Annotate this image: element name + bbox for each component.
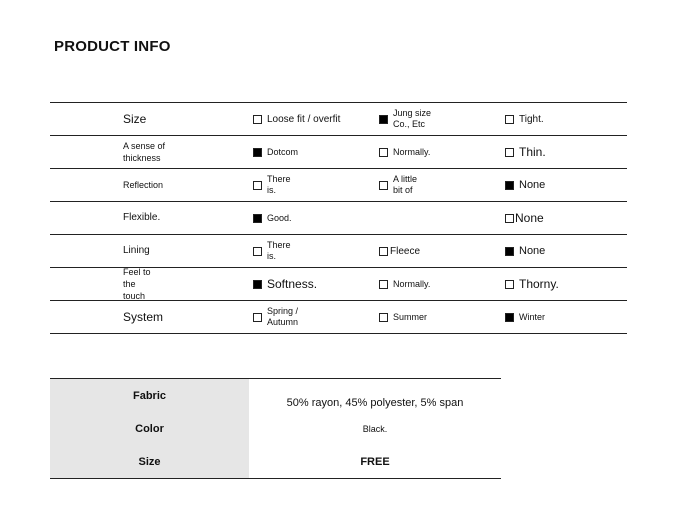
option-label: Softness. [267,276,318,291]
attribute-label: System [123,310,164,324]
option-normally[interactable] [379,268,430,300]
spec-key: Fabric [50,379,249,412]
checkbox-icon[interactable] [505,148,514,157]
option-dotcom[interactable] [253,136,298,168]
attribute-label: A sense of thickness [123,141,166,163]
spec-value: 50% rayon, 45% polyester, 5% span [286,397,464,409]
spec-table [50,378,501,479]
product-attributes-table [50,102,627,334]
option-thorny[interactable] [505,268,559,300]
checkbox-icon[interactable] [505,280,514,289]
option-label: Winter [519,311,546,322]
option-summer[interactable] [379,301,427,333]
checkbox-icon[interactable] [253,181,262,190]
checkbox-icon[interactable] [379,313,388,322]
option-spring-autumn[interactable] [253,301,307,333]
checkbox-icon[interactable] [379,148,388,157]
option-loose-fit[interactable] [253,103,340,135]
checkbox-icon[interactable] [253,313,262,322]
checkbox-icon[interactable] [379,280,388,289]
option-label: None [519,244,546,257]
checked-box-icon[interactable] [253,214,262,223]
attribute-row-lining [50,234,627,267]
attribute-label: Size [123,112,147,126]
checked-box-icon[interactable] [505,313,514,322]
option-there-is[interactable] [253,235,297,267]
option-label: A little bit of [393,174,418,195]
option-tight[interactable] [505,103,544,135]
attribute-label: Lining [123,245,150,256]
option-jung-size[interactable] [379,103,445,135]
option-none[interactable] [505,202,544,234]
option-thin[interactable] [505,136,546,168]
option-label: Normally. [393,278,431,289]
option-label: None [519,178,546,191]
attribute-row-flexible [50,201,627,234]
spec-row-size [50,445,501,478]
checked-box-icon[interactable] [505,247,514,256]
attribute-row-feel [50,267,627,300]
checkbox-icon[interactable] [253,247,262,256]
option-a-little[interactable] [379,169,418,201]
checked-box-icon[interactable] [379,115,388,124]
option-label: Tight. [519,113,544,125]
checkbox-icon[interactable] [253,115,262,124]
checkbox-icon[interactable] [379,247,388,256]
option-label: Thin. [519,144,546,159]
attribute-label: Feel to the touch [123,267,151,301]
option-fleece[interactable] [379,235,420,267]
checkbox-icon[interactable] [505,115,514,124]
option-label: Spring / Autumn [267,306,299,327]
spec-value: FREE [360,455,390,468]
option-label: Dotcom [267,146,299,157]
page-title: PRODUCT INFO [54,38,171,55]
option-winter[interactable] [505,301,545,333]
option-label: None [515,210,544,225]
checkbox-icon[interactable] [505,214,514,223]
option-label: Good. [267,212,292,223]
checkbox-icon[interactable] [379,181,388,190]
option-label: Normally. [393,146,431,157]
option-softness[interactable] [253,268,317,300]
option-label: Fleece [390,245,421,257]
checked-box-icon[interactable] [253,148,262,157]
option-label: Thorny. [519,276,559,291]
spec-row-color [50,412,501,445]
option-normally[interactable] [379,136,430,168]
option-none[interactable] [505,169,545,201]
checked-box-icon[interactable] [505,181,514,190]
option-label: Jung size Co., Etc [393,108,432,129]
option-good[interactable] [253,202,292,234]
attribute-label: Flexible. [123,212,161,223]
attribute-row-size [50,102,627,135]
spec-value: Black. [362,423,388,434]
checked-box-icon[interactable] [253,280,262,289]
attribute-row-thickness [50,135,627,168]
option-label: Summer [393,311,428,322]
option-label: Loose fit / overfit [267,113,341,125]
option-label: There is. [267,240,291,261]
spec-key: Size [50,445,249,478]
attribute-row-reflection [50,168,627,201]
option-none[interactable] [505,235,545,267]
option-there-is[interactable] [253,169,297,201]
attribute-label: Reflection [123,180,164,190]
spec-key: Color [50,412,249,445]
option-label: There is. [267,174,291,195]
attribute-row-system [50,300,627,334]
spec-row-fabric [50,379,501,412]
